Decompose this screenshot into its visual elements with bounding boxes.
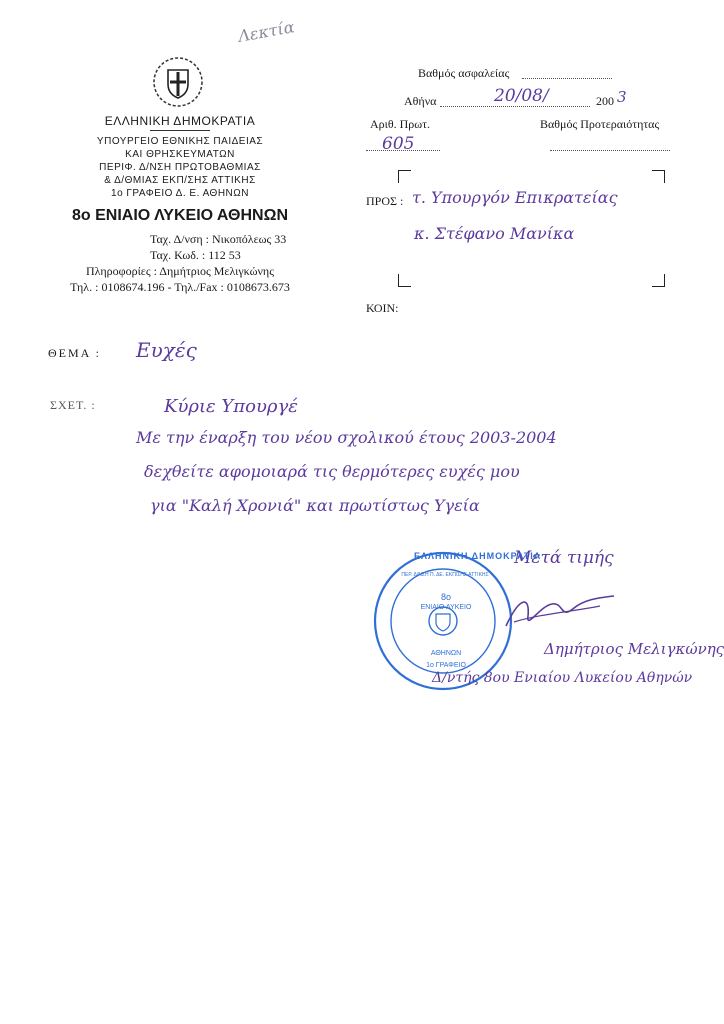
salutation: Κύριε Υπουργέ	[164, 396, 298, 417]
signature-scribble	[500, 586, 620, 636]
office-line: 1ο ΓΡΑΦΕΙΟ Δ. Ε. ΑΘΗΝΩΝ	[111, 188, 249, 199]
recipient-line-2: κ. Στέφανο Μανίκα	[414, 224, 575, 243]
phone-line: Τηλ. : 0108674.196 - Τηλ./Fax : 0108673.673	[70, 280, 290, 294]
signer-name: Δημήτριος Μελιγκώνης	[544, 640, 724, 658]
signer-title: Δ/ντής 8ου Ενιαίου Λυκείου Αθηνών	[432, 670, 693, 686]
stamp-inner-5: 1ο ΓΡΑΦΕΙΟ	[426, 662, 466, 669]
date-field	[440, 106, 590, 107]
postcode-line: Ταχ. Κωδ. : 112 53	[150, 248, 241, 262]
date-handwritten: 20/08/	[494, 86, 549, 106]
ministry-line-1: ΥΠΟΥΡΓΕΙΟ ΕΘΝΙΚΗΣ ΠΑΙΔΕΙΑΣ	[96, 136, 264, 147]
year-printed: 200	[596, 94, 614, 108]
protocol-label: Αριθ. Πρωτ.	[370, 117, 431, 131]
corner-mark-tr	[652, 170, 665, 183]
priority-field	[550, 150, 670, 151]
region-line-1: ΠΕΡΙΦ. Δ/ΝΣΗ ΠΡΩΤΟΒΑΘΜΙΑΣ	[99, 162, 261, 173]
stamp-outer-text: ΕΛΛΗΝΙΚΗ ΔΗΜΟΚΡΑΤΙΑ	[414, 551, 542, 561]
recipient-line-1: τ. Υπουργόν Επικρατείας	[412, 188, 618, 207]
region-line-2: & Δ/ΘΜΙΑΣ ΕΚΠ/ΣΗΣ ΑΤΤΙΚΗΣ	[104, 175, 256, 186]
greek-emblem-icon	[150, 54, 206, 110]
stamp-inner-3: ΕΝΙΑΙΟ ΛΥΚΕΙΟ	[420, 604, 472, 611]
city-label: Αθήνα	[404, 94, 437, 108]
year-handwritten: 3	[617, 88, 627, 106]
ministry-line-2: ΚΑΙ ΘΡΗΣΚΕΥΜΑΤΩΝ	[125, 149, 235, 160]
security-label: Βαθμός ασφαλείας	[418, 66, 510, 80]
stamp-inner-4: ΑΘΗΝΩΝ	[430, 650, 462, 657]
cc-label: ΚΟΙΝ:	[366, 301, 399, 315]
school-name: 8ο ΕΝΙΑΙΟ ΛΥΚΕΙΟ ΑΘΗΝΩΝ	[71, 207, 288, 224]
corner-mark-br	[652, 274, 665, 287]
info-line: Πληροφορίες : Δημήτριος Μελιγκώνης	[86, 264, 274, 278]
body-line-2: δεχθείτε αφομοιαρά τις θερμότερες ευχές μου	[144, 462, 520, 481]
margin-annotation: Λεκτία	[236, 17, 296, 46]
address-line: Ταχ. Δ/νση : Νικοπόλεως 33	[150, 232, 287, 246]
stamp-inner-1: ΠΕΡ. Δ/ΝΣΗ Π. ΔΕ. ΕΚΠ/ΣΗΣ ΑΤΤΙΚΗΣ	[401, 572, 489, 578]
protocol-number: 605	[382, 134, 415, 154]
protocol-field	[366, 150, 440, 151]
attachment-label: ΣΧΕΤ. :	[50, 398, 96, 412]
corner-mark-tl	[398, 170, 411, 183]
security-field	[522, 78, 612, 79]
body-line-1: Με την έναρξη του νέου σχολικού έτους 2003-2004	[136, 428, 557, 447]
to-label: ΠΡΟΣ :	[366, 194, 404, 208]
closing-regards: Μετά τιμής	[514, 548, 614, 568]
subject-value: Ευχές	[136, 338, 197, 362]
header-divider	[150, 130, 210, 131]
corner-mark-bl	[398, 274, 411, 287]
stamp-inner-2: 8ο	[440, 592, 451, 602]
subject-label: ΘΕΜΑ :	[48, 346, 102, 360]
priority-label: Βαθμός Προτεραιότητας	[540, 117, 660, 131]
body-line-3: για "Καλή Χρονιά" και πρωτίστως Υγεία	[150, 496, 480, 515]
country-name: ΕΛΛΗΝΙΚΗ ΔΗΜΟΚΡΑΤΙΑ	[104, 114, 256, 128]
